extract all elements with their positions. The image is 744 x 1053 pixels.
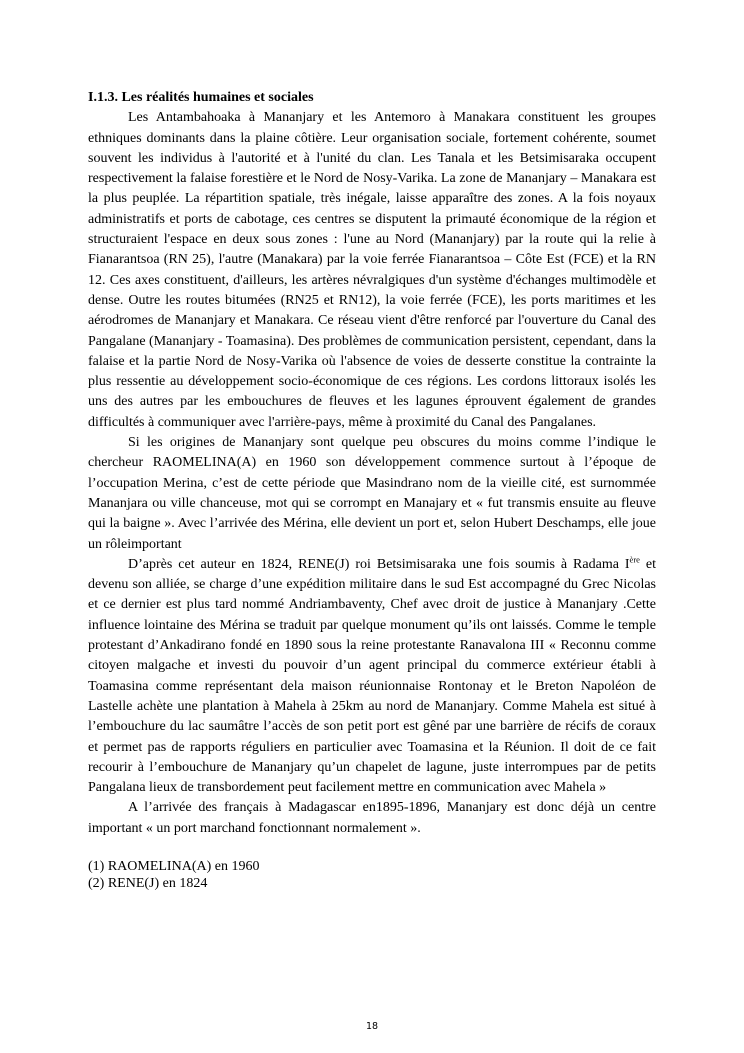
document-page — [88, 88, 656, 892]
section-heading: I.1.3. Les réalités humaines et sociales — [88, 90, 314, 105]
paragraph-rene-text-end: et devenu son alliée, se charge d’une expédition militaire dans le sud Est accompagné du Grec Nicolas et ce dernier est plus tard nommé Andriambaventy, Chef avec droit de justice à Mananjary .Cette influence lointaine des Mérina se traduit par quelque monument qu’ils ont laissés. Comme le temple protestant d’Ankadirano fondé en 1890 sous la reine protestante Ranavalona III « Reconnu comme citoyen malgache et investi du pouvoir d’un agent principal du commerce extérieur établi à Toamasina comme représentant dela maison réunionnaise Rontonay et le Breton Napoléon de Lastelle achète une plantation à Mahela à 25km au nord de Mananjary. Comme Mahela est situé à l’embouchure du lac saumâtre l’accès de son petit port est gêné par une barrière de récifs de coraux et permet pas de rapports réguliers en particulier avec Toamasina et la Réunion. Il doit de ce fait recourir à l’embouchure de Mananjary qu’un chapelet de lagune, juste interrompues par de petits Pangalana lieux de transbordement peut facilement mettre en communication avec Mahela » — [88, 556, 656, 796]
paragraph-origins: Si les origines de Mananjary sont quelque peu obscures du moins comme l’indique le chercheur RAOMELINA(A) en 1960 son développement commence surtout à l’époque de l’occupation Merina, c’est de cette période que Masindrano nom de la vieille cité, est surnommée Mananjara ou ville chanceuse, mot qui se corrompt en Manajary et « fut transmis ensuite au fleuve qui la baigne ». Avec l’arrivée des Mérina, elle devient un port et, selon Hubert Deschamps, elle joue un rôleimportant — [88, 435, 656, 552]
page-number: 18 — [365, 1021, 379, 1032]
paragraph-rene-expedition — [88, 555, 656, 799]
footnotes — [88, 858, 656, 892]
paragraph-french-arrival: A l’arrivée des français à Madagascar en1895-1896, Mananjary est donc déjà un centre important « un port marchand fonctionnant normalement ». — [88, 800, 656, 836]
footnote-2: (2) RENE(J) en 1824 — [88, 875, 208, 891]
footnote-1: (1) RAOMELINA(A) en 1960 — [88, 858, 260, 874]
superscript-ere: ère — [629, 554, 640, 565]
paragraph-rene-text-start: D’après cet auteur en 1824, RENE(J) roi Betsimisaraka une fois soumis à Radama I — [128, 556, 630, 572]
paragraph-ethnic-groups: Les Antambahoaka à Mananjary et les Antemoro à Manakara constituent les groupes ethniques dominants dans la plaine côtière. Leur organisation sociale, fortement cohérente, soumet souvent les individus à l'autorité et à l'unité du clan. Les Tanala et les Betsimisaraka occupent respectivement la falaise forestière et le Nord de Nosy-Varika. La zone de Mananjary – Manakara est la plus peuplée. La répartition spatiale, très inégale, laisse apparaître des zones. A la fois noyaux administratifs et ports de cabotage, ces centres se disputent la primauté économique de la région et structuraient l'espace en deux sous zones : l'une au Nord (Mananjary) par la route qui la relie à Fianarantsoa (RN 25), l'autre (Manakara) par la voie ferrée Fianarantsoa – Côte Est (FCE) et la RN 12. Ces axes constituent, d'ailleurs, les artères névralgiques d'un système d'échanges multimodèle et dense. Outre les routes bitumées (RN25 et RN12), la voie ferrée (FCE), les ports maritimes et les aérodromes de Mananjary et Manakara. Ce réseau vient d'être renforcé par l'ouverture du Canal des Pangalane (Mananjary - Toamasina). Des problèmes de communication persistent, cependant, dans la falaise et la partie Nord de Nosy-Varika où l'absence de voies de desserte constitue la contrainte la plus ressentie au développement socio-économique de ces régions. Les cordons littoraux isolés les uns des autres par les embouchures de fleuves et les lagunes éprouvent également de grandes difficultés à communiquer avec l'arrière-pays, même à proximité du Canal des Pangalanes. — [88, 110, 656, 430]
